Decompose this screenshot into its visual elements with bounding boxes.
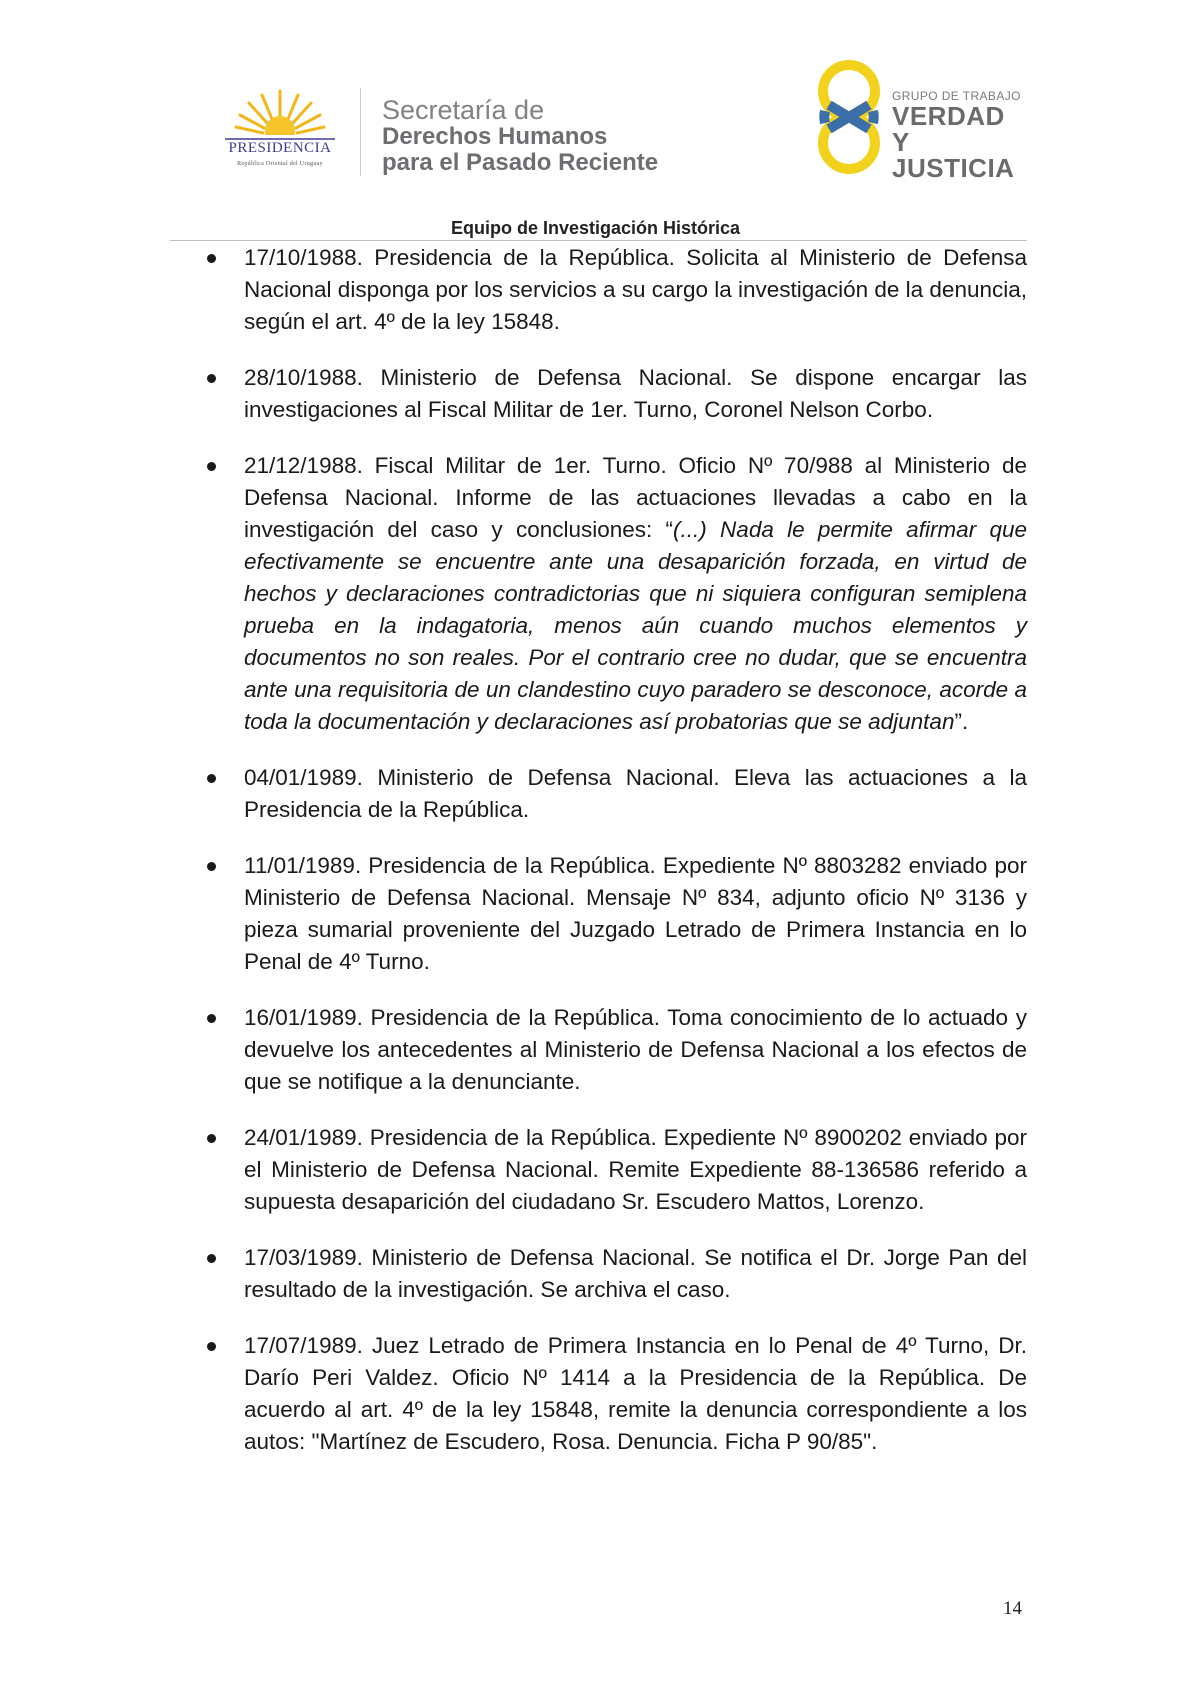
list-item [0,1002,1191,1098]
secretaria-line-3: para el Pasado Reciente [382,148,659,176]
presidencia-subtitle: República Oriental del Uruguay [237,161,323,167]
chronology-list [0,242,1191,1482]
secretaria-logo [382,96,658,175]
quoted-conclusion: (...) Nada le permite afirmar que efectivamente se encuentre ante una desaparición forzada, en virtud de hechos y declaraciones contradictorias que ni siquiera configuran semiplena prueba en la indagatoria, menos aún cuando muchos elementos y documentos no son reales. Por el contrario cree no dudar, que se encuentra ante una requisitoria de un clandestino cuyo paradero se desconoce, acorde a toda la documentación y declaraciones así probatorias que se adjuntan [244,517,1027,734]
bullet-icon [207,1254,216,1263]
list-item [0,362,1191,426]
bullet-icon [207,862,216,871]
sun-icon [205,85,355,145]
list-item [0,762,1191,826]
secretaria-line-1: Secretaría de [382,95,545,125]
entry-text: 11/01/1989. Presidencia de la República. Expediente Nº 8803282 enviado por Ministerio de Defensa Nacional. Mensaje Nº 834, adjunto oficio Nº 3136 y pieza sumarial proveniente del Juzgado Letrado de Primera Instancia en lo Penal de 4º Turno. [244,853,1027,974]
presidencia-logo [205,85,355,180]
entry-text-before: 21/12/1988. Fiscal Militar de 1er. Turno. Oficio Nº 70/988 al Ministerio de Defensa Nacional. Informe de las actuaciones llevadas a cabo en la investigación del caso y conclusiones: “ [244,453,1027,542]
grupo-trabajo-text [892,89,1025,181]
bullet-icon [207,774,216,783]
grupo-trabajo-label: GRUPO DE TRABAJO [892,89,1021,103]
bullet-icon [207,1342,216,1351]
entry-text: 04/01/1989. Ministerio de Defensa Nacional. Eleva las actuaciones a la Presidencia de la República. [244,765,1027,822]
bullet-icon [207,1014,216,1023]
team-title: Equipo de Investigación Histórica [450,218,741,238]
bullet-icon [207,254,216,263]
grupo-trabajo-logo [815,55,1025,183]
list-item [0,1122,1191,1218]
presidencia-name: PRESIDENCIA [228,140,332,156]
page-header [0,0,1191,238]
entry-text: 17/10/1988. Presidencia de la República. Solicita al Ministerio de Defensa Nacional disponga por los servicios a su cargo la investigación de la denuncia, según el art. 4º de la ley 15848. [244,245,1027,334]
bullet-icon [207,1134,216,1143]
entry-text: 24/01/1989. Presidencia de la República. Expediente Nº 8900202 enviado por el Ministerio de Defensa Nacional. Remite Expediente 88-136586 referido a supuesta desaparición del ciudadano Sr. Escudero Mattos, Lorenzo. [244,1125,1027,1214]
linked-rings-icon [815,55,895,180]
entry-text [244,450,1027,738]
bullet-icon [207,374,216,383]
entry-text: 17/07/1989. Juez Letrado de Primera Instancia en lo Penal de 4º Turno, Dr. Darío Peri Valdez. Oficio Nº 1414 a la Presidencia de la República. De acuerdo al art. 4º de la ley 15848, remite la denuncia correspondiente a los autos: "Martínez de Escudero, Rosa. Denuncia. Ficha P 90/85". [244,1333,1027,1454]
entry-text: 16/01/1989. Presidencia de la República. Toma conocimiento de lo actuado y devuelve los antecedentes al Ministerio de Defensa Nacional a los efectos de que se notifique a la denunciante. [244,1005,1027,1094]
list-item [0,1330,1191,1458]
entry-text: 17/03/1989. Ministerio de Defensa Nacional. Se notifica el Dr. Jorge Pan del resultado de la investigación. Se archiva el caso. [244,1245,1027,1302]
verdad-label: VERDAD Y [892,101,1005,157]
header-rule [170,240,1027,241]
list-item [0,450,1191,738]
page-number: 14 [1003,1598,1022,1619]
bullet-icon [207,462,216,471]
secretaria-line-2: Derechos Humanos [382,123,608,151]
list-item [0,850,1191,978]
entry-text: 28/10/1988. Ministerio de Defensa Nacional. Se dispone encargar las investigaciones al Fiscal Militar de 1er. Turno, Coronel Nelson Corbo. [244,365,1027,422]
entry-text-after: ”. [954,709,969,734]
list-item [0,242,1191,338]
justicia-label: JUSTICIA [892,153,1015,183]
logo-divider [360,88,361,176]
list-item [0,1242,1191,1306]
